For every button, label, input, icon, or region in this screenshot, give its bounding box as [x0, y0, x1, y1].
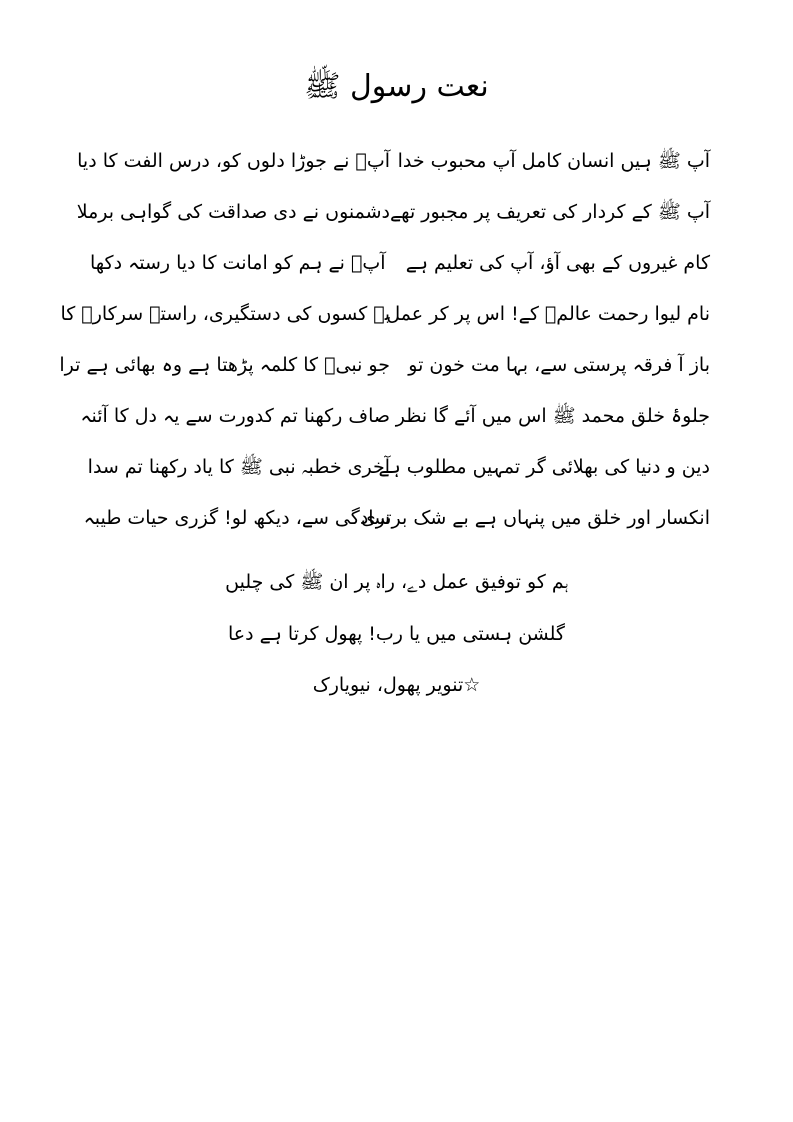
couplet — [60, 289, 710, 340]
couplet-second-line: آخری خطبہ نبی ﷺ کا یاد رکھنا تم سدا — [87, 456, 390, 478]
couplet — [76, 187, 710, 238]
couplet-first-line: آپ ﷺ ہیں انسان کامل آپ محبوب خدا — [397, 150, 710, 172]
couplet-second-line: سادگی سے، دیکھ لو! گزری حیات طیبہ — [83, 507, 390, 529]
couplet-second-line: جو نبیؐ کا کلمہ پڑھتا ہے وہ بھائی ہے ترا — [59, 354, 390, 376]
couplet-first-line: دین و دنیا کی بھلائی گر تمہیں مطلوب ہے — [378, 456, 710, 478]
couplet-second-line: آپؐ نے جوڑا دلوں کو، درس الفت کا دیا — [77, 150, 390, 172]
couplet-second-line: دشمنوں نے دی صداقت کی گواہی برملا — [76, 201, 390, 223]
couplet-first-line: باز آ فرقہ پرستی سے، بہا مت خون تو — [408, 354, 710, 376]
couplet — [59, 340, 710, 391]
couplet — [87, 442, 710, 493]
closing-line: گلشن ہستی میں یا رب! پھول کرتا ہے دعا — [228, 623, 565, 645]
couplet-second-line: آپؐ نے ہم کو امانت کا دیا رستہ دکھا — [90, 252, 386, 274]
couplet-first-line: نام لیوا رحمت عالمؐ کے! اس پر کر عمل — [386, 303, 710, 325]
couplet — [83, 493, 710, 544]
couplet-first-line: جلوۂ خلق محمد ﷺ اس میں آئے گا نظر — [395, 405, 710, 427]
poem-title: نعت رسول ﷺ — [304, 69, 489, 104]
couplet-first-line: آپ ﷺ کے کردار کی تعریف پر مجبور تھے — [390, 201, 710, 223]
couplet-second-line: صاف رکھنا تم کدورت سے یہ دل کا آئنہ — [80, 405, 390, 427]
couplet — [80, 391, 710, 442]
couplet — [77, 136, 710, 187]
closing-line: ہم کو توفیق عمل دے، راہ پر ان ﷺ کی چلیں — [225, 571, 568, 593]
couplet-first-line: انکسار اور خلق میں پنہاں ہے بے شک برتری — [360, 507, 710, 529]
couplet-first-line: کام غیروں کے بھی آؤ، آپ کی تعلیم ہے — [405, 252, 710, 274]
couplet-list — [59, 136, 710, 544]
couplet-second-line: بے کسوں کی دستگیری، راستہ سرکارؐ کا — [60, 303, 390, 325]
couplet — [90, 238, 710, 289]
closing-couplet — [0, 556, 793, 710]
poet-signature: ☆تنویر پھول، نیویارک — [312, 674, 481, 696]
